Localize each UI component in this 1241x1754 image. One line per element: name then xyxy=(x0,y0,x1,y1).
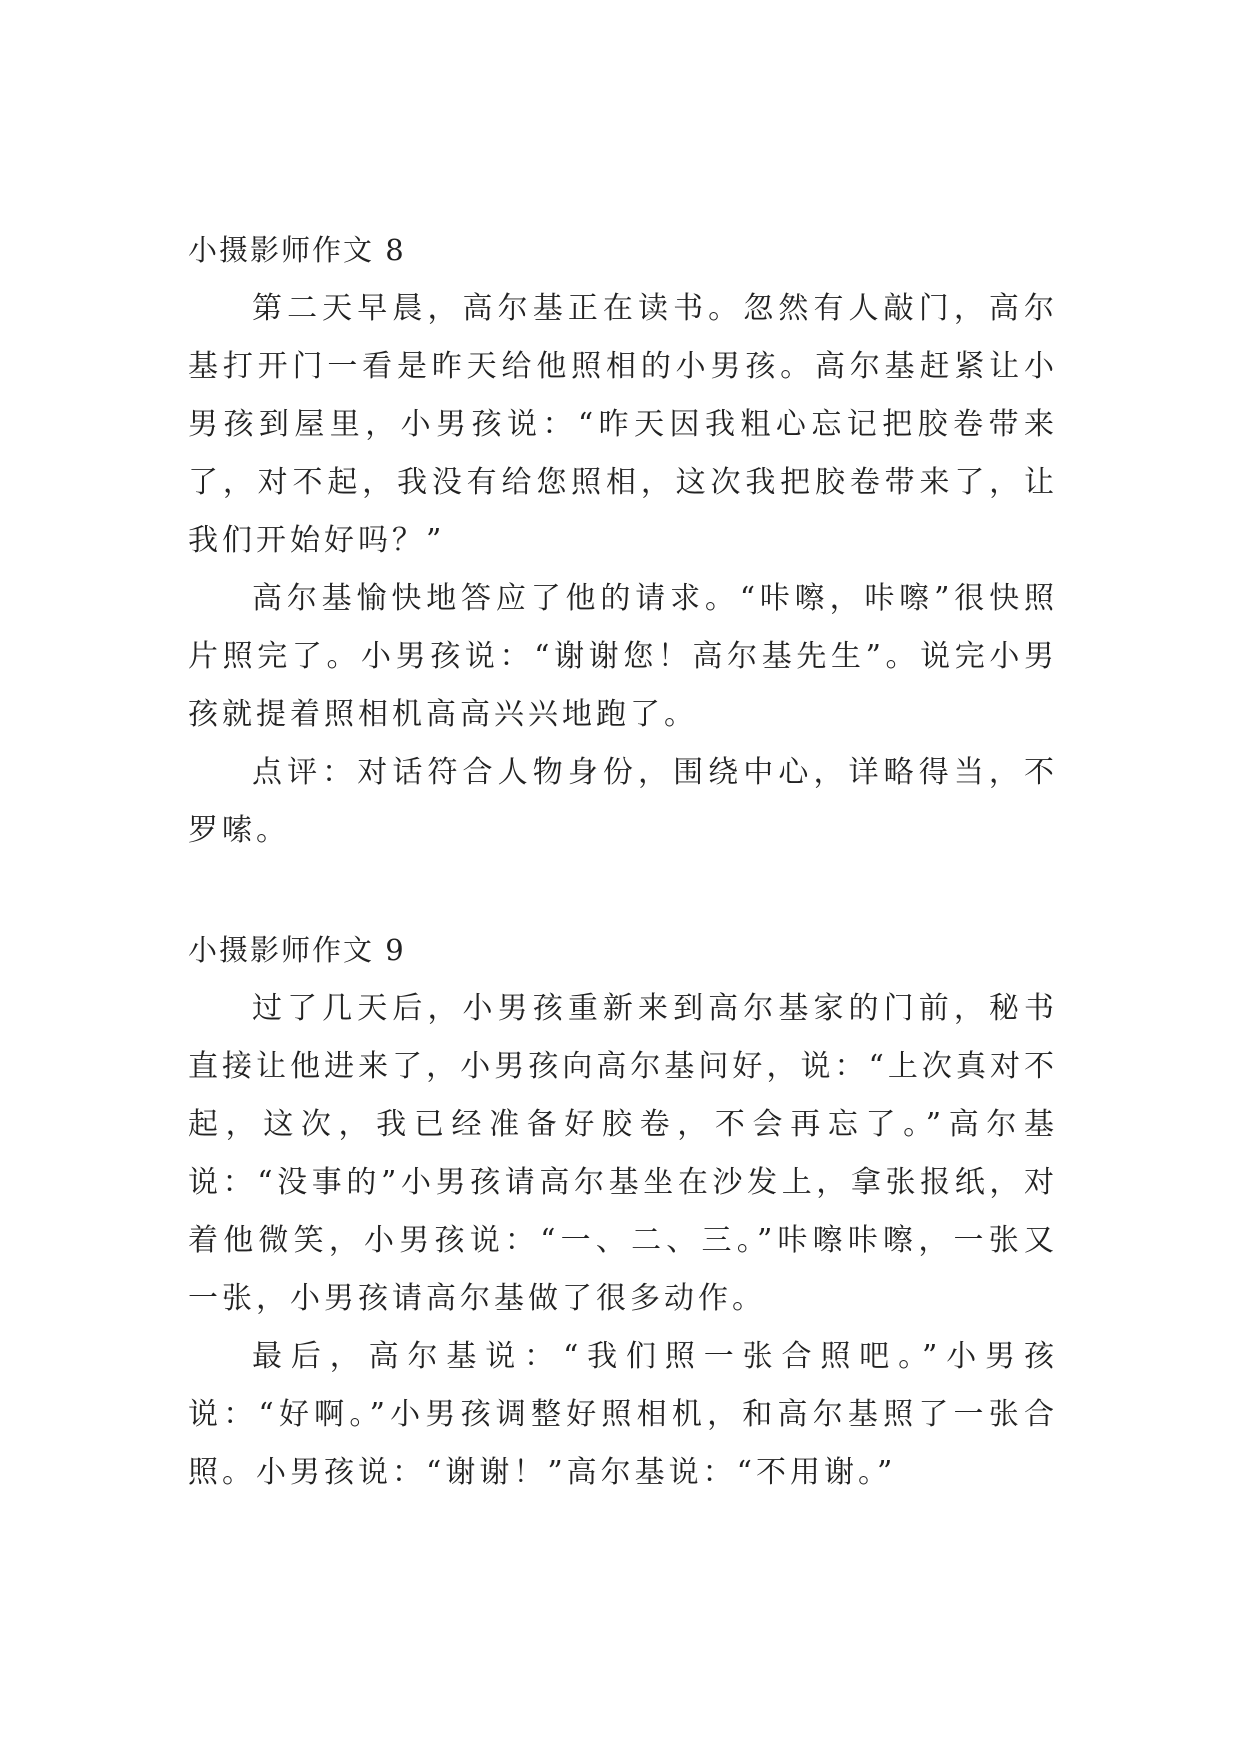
paragraph: 第二天早晨，高尔基正在读书。忽然有人敲门，高尔基打开门一看是昨天给他照相的小男孩。高尔基赶紧让小男孩到屋里，小男孩说：“昨天因我粗心忘记把胶卷带来了，对不起，我没有给您照相，这次我把胶卷带来了，让我们开始好吗？” xyxy=(188,291,1058,558)
section-heading: 小摄影师作文 9 xyxy=(188,933,406,967)
essay-section-9 xyxy=(188,920,1058,1502)
section-heading: 小摄影师作文 8 xyxy=(188,233,406,267)
paragraph: 过了几天后，小男孩重新来到高尔基家的门前，秘书直接让他进来了，小男孩向高尔基问好，说：“上次真对不起，这次，我已经准备好胶卷，不会再忘了。”高尔基说：“没事的”小男孩请高尔基坐在沙发上，拿张报纸，对着他微笑，小男孩说：“一、二、三。”咔嚓咔嚓，一张又一张，小男孩请高尔基做了很多动作。 xyxy=(188,991,1058,1316)
paragraph: 最后，高尔基说：“我们照一张合照吧。”小男孩说：“好啊。”小男孩调整好照相机，和高尔基照了一张合照。小男孩说：“谢谢！”高尔基说：“不用谢。” xyxy=(188,1339,1058,1490)
paragraph: 高尔基愉快地答应了他的请求。“咔嚓，咔嚓”很快照片照完了。小男孩说：“谢谢您！高尔基先生”。说完小男孩就提着照相机高高兴兴地跑了。 xyxy=(188,581,1058,732)
comment-paragraph: 点评：对话符合人物身份，围绕中心，详略得当，不罗嗦。 xyxy=(188,755,1058,848)
essay-section-8 xyxy=(188,220,1058,860)
